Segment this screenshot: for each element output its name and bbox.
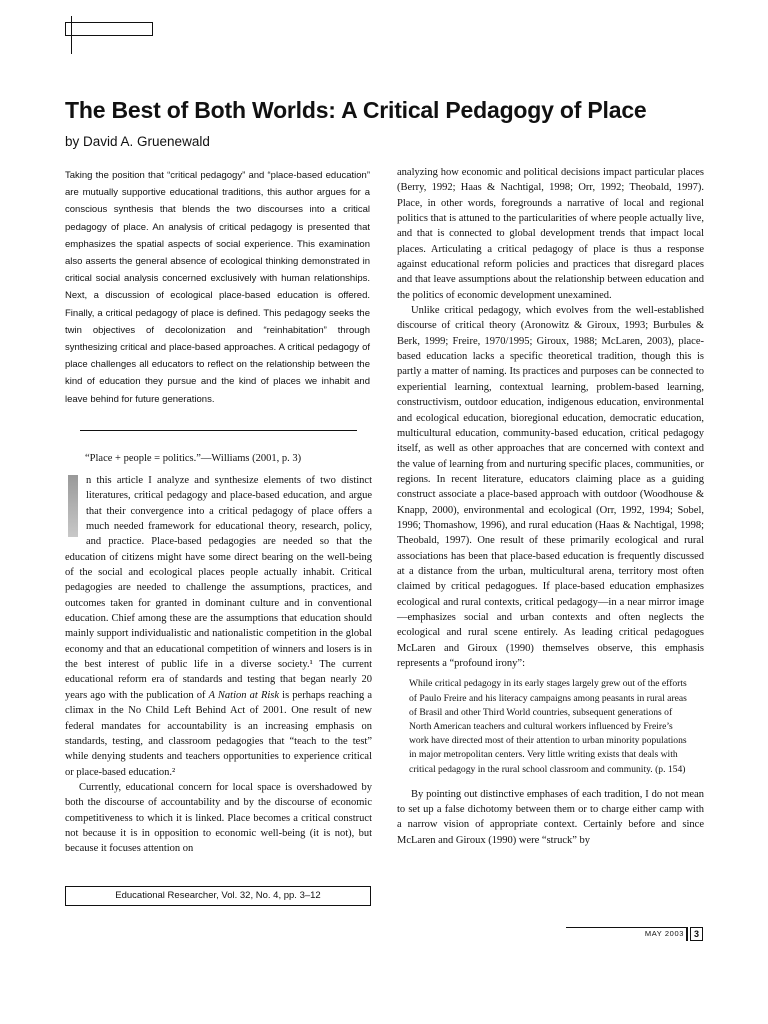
abstract: Taking the position that “critical pedagogy” and “place-based education” are mutually supportive educational traditions, this author argues for a conscious synthesis that blends the two discourses into a critical pedagogy of place. An analysis of critical pedagogy is presented that emphasizes the spatial aspects of social experience. This examination also asserts the general absence of ecological thinking demonstrated in critical social analysis concerned exclusively with human relationships. Next, a discussion of ecological place-based education is offered. Finally, a critical pedagogy of place is defined. This pedagogy seeks the twin objectives of decolonization and “reinhabitation” through synthesizing critical and place-based approaches. A critical pedagogy of place challenges all educators to reflect on the relationship between the kind of education they pursue and the kind of places we inhabit and leave behind for future generations. — [65, 170, 370, 405]
article-title: The Best of Both Worlds: A Critical Pedagogy of Place — [65, 97, 647, 123]
footer-rule — [566, 927, 688, 928]
body-text-italic: A Nation at Risk — [208, 689, 280, 701]
footer-date: MAY 2003 — [644, 929, 684, 938]
body-text: is perhaps reaching a climax in the No Child Left Behind Act of 2001. One result of new federal mandates for accountability is an increasing emphasis on standards, testing, and classroom pedagogies that “teach to the test” while denying students and teachers opportunities to experience critical or place-based education.² — [65, 689, 373, 778]
page-footer — [566, 927, 706, 941]
body-paragraph: Currently, educational concern for local space is overshadowed by both the discourse of accountability and by the discourse of economic competitiveness to which it is linked. Place becomes a critical construct not because it is in opposition to economic well-being (it is not), but because it focuses attention on — [65, 781, 372, 855]
body-column-left — [65, 473, 372, 857]
article-byline: by David A. Gruenewald — [65, 134, 210, 149]
block-quote: While critical pedagogy in its early stages largely grew out of the efforts of Paulo Freire and his literacy campaigns among peasants in rural areas of Brasil and other Third World countries, subsequent generations of North American teachers and cultural workers influenced by Freire’s work have directed most of their attention to urban minority populations in major metropolitan centers. Very little writing exists that deals with critical pedagogy in the rural school classroom and community. (p. 154) — [409, 678, 687, 775]
corner-registration-mark — [65, 16, 153, 36]
body-column-right — [397, 165, 704, 848]
page-number: 3 — [690, 927, 703, 941]
epigraph: “Place + people = politics.”—Williams (2001, p. 3) — [85, 453, 302, 464]
body-paragraph: Unlike critical pedagogy, which evolves from the well-established discourse of critical theory (Aronowitz & Giroux, 1993; Burbules & Berk, 1999; Freire, 1970/1995; Giroux, 1988; McLaren, 2003), place-based education lacks a specific theoretical tradition, though this is partly a matter of naming. Its practices and purposes can be connected to experiential learning, contextual learning, problem-based learning, constructivism, outdoor education, indigenous education, environmental and ecological education, bioregional education, democratic education, multicultural education, community-based education, critical pedagogy itself, as well as other approaches that are concerned with context and the value of learning from and nurturing specific places, communities, or regions. In recent literature, educators claiming place as a guiding construct associate a place-based approach with outdoor (Woodhouse & Knapp, 2000), environmental and ecological (Orr, 1992, 1994; Sobel, 1996; Thomashow, 1996), and rural education (Haas & Nachtigal, 1998; Theobald, 1997). One result of these primarily ecological and rural associations has been that place-based education is frequently discussed at a distance from the urban, multicultural arena, territory most often claimed by critical pedagogues. If place-based education emphasizes ecological and rural contexts, critical pedagogy—in a near mirror image—emphasizes social and urban contexts and often neglects the ecological and rural scene entirely. As leading critical pedagogues McLaren and Giroux (1990) themselves observe, this emphasis represents a “profound irony”: — [397, 305, 704, 669]
body-text: n this article I analyze and synthesize elements of two distinct literatures, critical pedagogy and place-based education, and argue that their convergence into a critical pedagogy of place offers a much needed framework for educational theory, research, policy, and practice. Place-based pedagogies are needed so that the education of citizens might have some direct bearing on the well-being of the social and ecological places people actually inhabit. Critical pedagogies are needed to challenge the assumptions, practices, and outcomes taken for granted in dominant culture and in conventional education. Chief among these are the assumptions that education should mainly support individualistic and nationalistic competition in the global economy and that an educational competition of winners and losers is in the best interest of public life in a diverse society.¹ The current educational reform era of standards and testing that began nearly 20 years ago with the publication of — [65, 475, 372, 701]
body-paragraph: analyzing how economic and political decisions impact particular places (Berry, 1992; Haas & Nachtigal, 1998; Orr, 1992; Theobald, 1997). Place, in other words, foregrounds a narrative of local and regional politics that is attuned to the particularities of where people actually live, and that is connected to global development trends that impact local places. Articulating a critical pedagogy of place is thus a response against educational reform policies and practices that disregard places and that leave assumptions about the relationship between education and the politics of economic development unexamined. — [397, 167, 704, 301]
abstract-divider — [80, 430, 357, 431]
corner-mark-tick — [71, 16, 72, 54]
dropcap-graphic — [68, 475, 78, 537]
journal-citation-box: Educational Researcher, Vol. 32, No. 4, pp. 3–12 — [65, 886, 371, 906]
body-paragraph — [65, 473, 372, 780]
corner-mark-box — [65, 22, 153, 36]
body-paragraph: By pointing out distinctive emphases of each tradition, I do not mean to set up a false dichotomy between them or to charge either camp with a narrow vision of appropriate context. Certainly before and since McLaren and Giroux (1990) were “struck” by — [397, 788, 704, 846]
footer-bar — [686, 927, 688, 941]
